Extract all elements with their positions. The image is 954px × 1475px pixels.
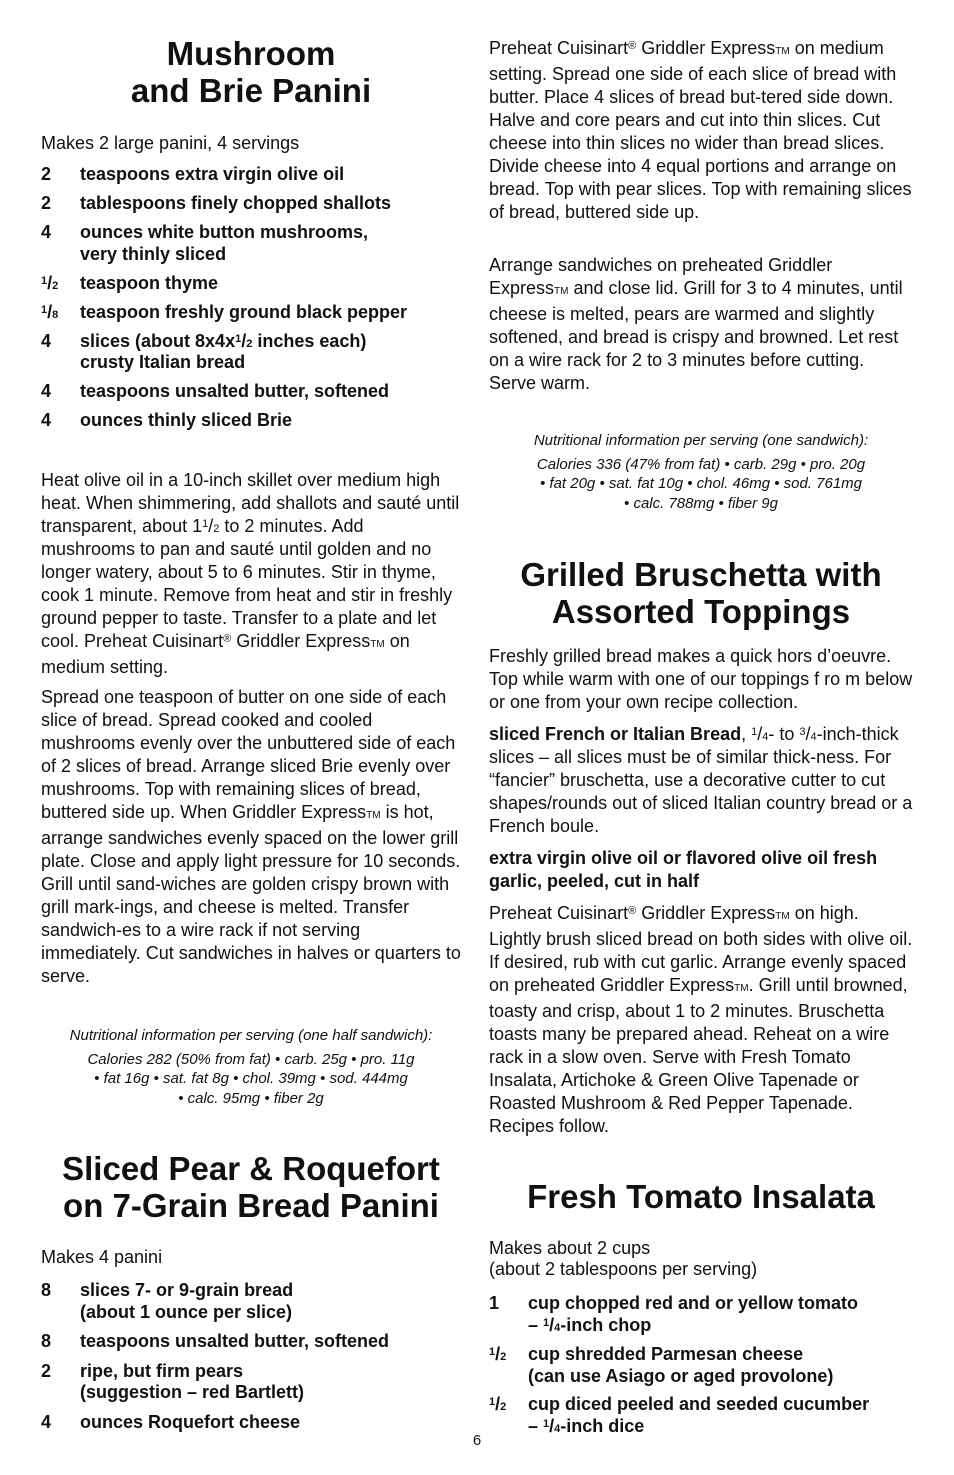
ingredient-item: 8 slices 7- or 9-grain bread	[41, 1280, 294, 1300]
recipe-directions: Heat olive oil in a 10-inch skillet over medium high heat. When shimmering, add shallots and sauté until transparent, about $1^1/2$ to 2 minutes. Add mushrooms to pan and sauté until golden and no longer watery, about 5 to 6 minutes. Stir in thyme, cook 1 minute. Remove from heat and stir in freshly ground pepper to taste. Transfer to a plate and let cool. Preheat Cuisinart® Griddler ExpressTM on medium setting.	[41, 470, 460, 677]
ingredient-paragraph: extra virgin olive oil or flavored olive oil fresh garlic, peeled, cut in half	[489, 848, 878, 891]
ingredient-item: 4 ounces thinly sliced Brie	[41, 410, 293, 430]
ingredient-item: 4 slices (about $8x4x^1/2$ inches each)	[41, 330, 367, 351]
ingredient-item: (about 1 ounce per slice)	[80, 1301, 293, 1322]
ingredient-list	[41, 164, 461, 432]
ingredient-item: $^1$/8 teaspoon freshly ground black pepper	[41, 301, 408, 322]
ingredient-item: $^1$/2 cup diced peeled and seeded cucumber – $^1$/4-inch dice	[489, 1394, 870, 1436]
ingredient-list	[41, 1280, 461, 1433]
ingredient-item: 2 teaspoons extra virgin olive oil	[41, 164, 345, 184]
recipe-title: Mushroom and Brie Panini	[130, 35, 372, 109]
recipe-yield: Makes 4 panini	[41, 1247, 163, 1267]
ingredient-item: $^1$/2 teaspoon thyme	[41, 272, 219, 293]
nutrition-info: Nutritional information per serving (one half sandwich): Calories 282 (50% from fat) • carb. 25g • pro. 11g • fat 16g • sat. fat 8g • chol. 39mg • sod. 444mg • calc. 95mg • fiber 2g	[69, 1027, 433, 1107]
recipe-yield: Makes about 2 cups (about 2 tablespoons per serving)	[489, 1238, 758, 1279]
ingredient-paragraph: sliced French or Italian Bread, $^1$/4- to $^3$/4-inch-thick slices – all slices must be of similar thick-ness. For “fancier” bruschetta, use a decorative cutter to cut shapes/rounds out of sliced Italian country bread or a French boule.	[489, 724, 913, 836]
page-number: 6	[472, 1432, 482, 1449]
recipe-title: Grilled Bruschetta with Assorted Toppings	[520, 556, 882, 630]
ingredient-item: crusty Italian bread	[80, 352, 246, 372]
ingredient-item: very thinly sliced	[80, 243, 227, 264]
ingredient-item: 8 teaspoons unsalted butter, softened	[41, 1331, 390, 1351]
recipe-intro: Freshly grilled bread makes a quick hors d’oeuvre. Top while warm with one of our toppings f ro m below or one from your own recipe collection.	[489, 646, 913, 712]
ingredient-item: (suggestion – red Bartlett)	[80, 1382, 305, 1402]
recipe-directions: Arrange sandwiches on preheated Griddler ExpressTM and close lid. Grill for 3 to 4 minutes, until cheese is melted, pears are warmed and slightly softened, and bread is crispy and browned. Let rest on a wire rack for 2 to 3 minutes before cutting. Serve warm.	[489, 255, 903, 393]
ingredient-item: 4 teaspoons unsalted butter, softened	[41, 381, 390, 401]
ingredient-item: 4 ounces Roquefort cheese	[41, 1411, 301, 1432]
nutrition-info: Nutritional information per serving (one sandwich): Calories 336 (47% from fat) • carb. 29g • pro. 20g • fat 20g • sat. fat 10g • chol. 46mg • sod. 761mg • calc. 788mg • fiber 9g	[533, 432, 869, 512]
recipe-directions: Spread one teaspoon of butter on one side of each slice of bread. Spread cooked and cooled mushrooms evenly over the unbuttered side of each of 2 slices of bread. Arrange sliced Brie evenly over mushrooms. Top with remaining slices of bread, buttered side up. When Griddler ExpressTM is hot, arrange sandwiches evenly spaced on the lower grill plate. Close and apply light pressure for 10 seconds. Grill until sand-wiches are golden crispy brown with grill mark-ings, and cheese is melted. Transfer sandwich-es to a wire rack if not serving immediately. Cut sandwiches in halves or quarters to serve.	[41, 687, 461, 986]
recipe-yield: Makes 2 large panini, 4 servings	[41, 133, 300, 153]
recipe-title: Fresh Tomato Insalata	[527, 1178, 875, 1215]
ingredient-list	[489, 1293, 913, 1437]
ingredient-item: 1 cup chopped red and or yellow tomato – $^1$/4-inch chop	[489, 1293, 859, 1335]
ingredient-item: 2 ripe, but firm pears	[41, 1360, 244, 1381]
ingredient-item: 4 ounces white button mushrooms,	[41, 222, 369, 242]
recipe-directions: Preheat Cuisinart® Griddler ExpressTM on medium setting. Spread one side of each slice of bread with butter. Place 4 slices of bread but-tered side down. Halve and core pears and cut into thin slices. Cut cheese into thin slices no wider than bread slices. Divide cheese into 4 equal portions and arrange on bread. Top with pear slices. Top with remaining slices of bread, buttered side up.	[489, 38, 912, 222]
recipe-title: Sliced Pear & Roquefort on 7-Grain Bread Panini	[62, 1150, 440, 1224]
ingredient-item: 2 tablespoons finely chopped shallots	[41, 193, 392, 213]
ingredient-item: $^1$/2 cup shredded Parmesan cheese (can use Asiago or aged provolone)	[489, 1344, 834, 1386]
recipe-directions: Preheat Cuisinart® Griddler ExpressTM on high. Lightly brush sliced bread on both sides with olive oil. If desired, rub with cut garlic. Arrange evenly spaced on preheated Griddler ExpressTM. Grill until browned, toasty and crisp, about 1 to 2 minutes. Bruschetta toasts many be prepared ahead. Reheat on a wire rack in a slow oven. Serve with Fresh Tomato Insalata, Artichoke & Green Olive Tapenade or Roasted Mushroom & Red Pepper Tapenade. Recipes follow.	[489, 903, 913, 1136]
